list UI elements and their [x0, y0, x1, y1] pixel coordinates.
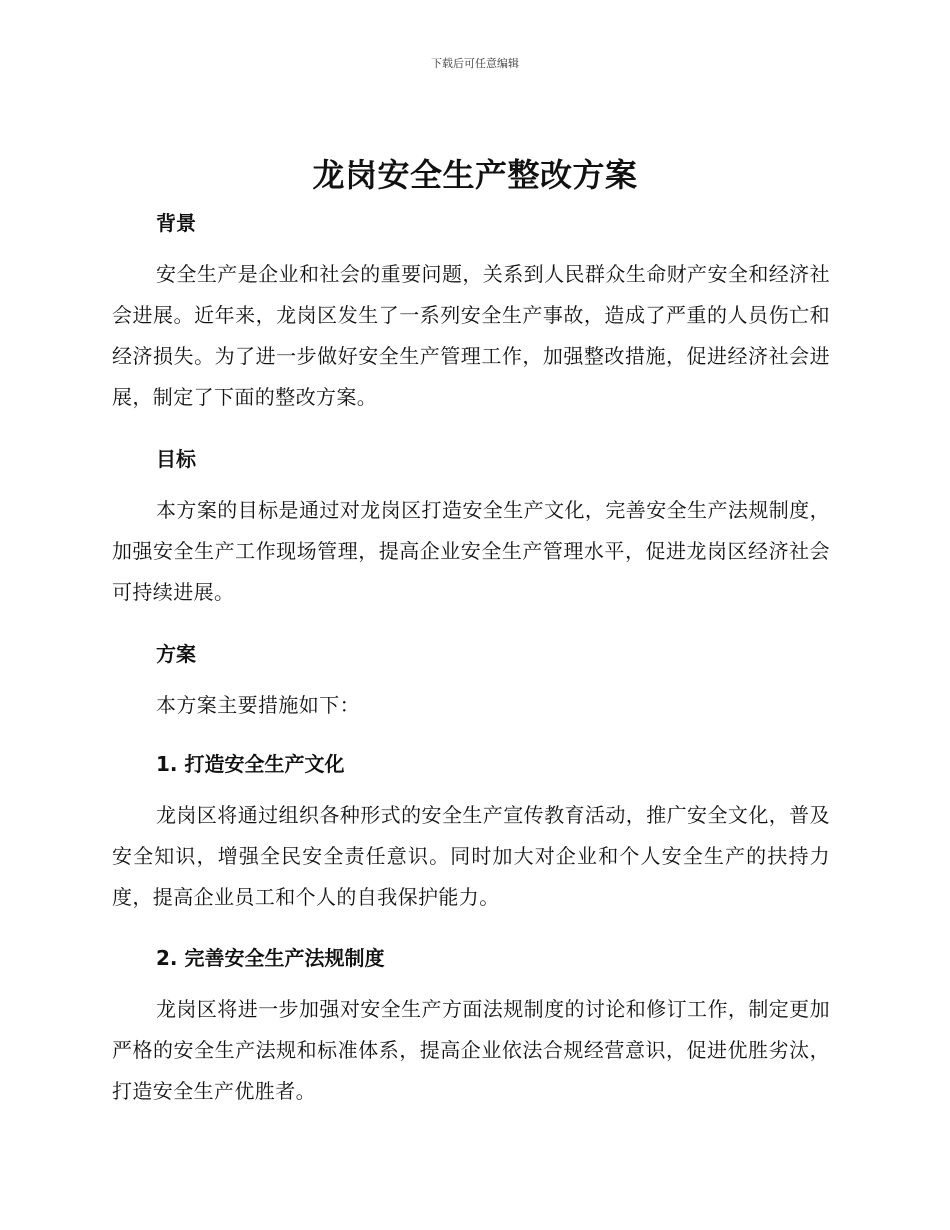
subheading-item-2: 2. 完善安全生产法规制度 [156, 946, 385, 970]
section-heading-goal: 目标 [156, 447, 196, 471]
paragraph-item-1: 龙岗区将通过组织各种形式的安全生产宣传教育活动，推广安全文化，普及安全知识，增强全民安全责任意识。同时加大对企业和个人安全生产的扶持力度，提高企业员工和个人的自我保护能力。 [112, 803, 830, 909]
subheading-item-1: 1. 打造安全生产文化 [156, 752, 345, 776]
header-note: 下载后可任意编辑 [431, 57, 519, 70]
section-heading-background: 背景 [156, 211, 196, 235]
paragraph-background: 安全生产是企业和社会的重要问题，关系到人民群众生命财产安全和经济社会进展。近年来，龙岗区发生了一系列安全生产事故，造成了严重的人员伤亡和经济损失。为了进一步做好安全生产管理工作，加强整改措施，促进经济社会进展，制定了下面的整改方案。 [112, 262, 830, 409]
document-title: 龙岗安全生产整改方案 [312, 156, 638, 194]
paragraph-goal: 本方案的目标是通过对龙岗区打造安全生产文化，完善安全生产法规制度，加强安全生产工作现场管理，提高企业安全生产管理水平，促进龙岗区经济社会可持续进展。 [112, 498, 830, 604]
section-heading-plan: 方案 [156, 642, 196, 666]
paragraph-plan-intro: 本方案主要措施如下： [156, 693, 360, 717]
paragraph-item-2: 龙岗区将进一步加强对安全生产方面法规制度的讨论和修订工作，制定更加严格的安全生产法规和标准体系，提高企业依法合规经营意识，促进优胜劣汰，打造安全生产优胜者。 [112, 997, 830, 1103]
